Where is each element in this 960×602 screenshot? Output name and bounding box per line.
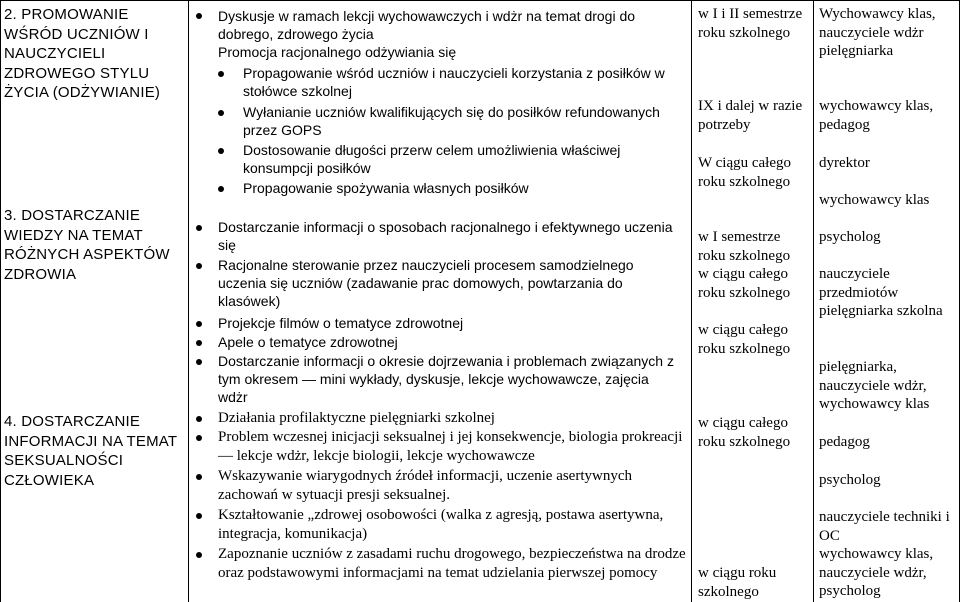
section-heading: 2. PROMOWANIE WŚRÓD UCZNIÓW I NAUCZYCIELI ZDROWEGO STYLU ŻYCIA (ODŻYWIANIE): [4, 6, 161, 101]
term-text: w I semestrze roku szkolnego: [698, 229, 791, 264]
table-border-left: [0, 0, 1, 602]
term-text: w ciągu całego roku szkolnego: [698, 322, 791, 357]
term-text: w ciągu całego roku szkolnego: [698, 266, 791, 301]
task-text: Dostosowanie długości przerw celem umożliwienia właściwej konsumpcji posiłków: [243, 142, 621, 176]
responsible-text: wychowawcy klas: [819, 192, 930, 208]
term-text: IX i dalej w razie potrzeby: [698, 98, 803, 133]
bullet-icon: [196, 321, 202, 327]
task-text: Projekcje filmów o tematyce zdrowotnej: [218, 315, 464, 331]
bullet-icon: [196, 340, 202, 346]
bullet-icon: [196, 13, 202, 19]
responsible-text: nauczyciele techniki i OC: [819, 509, 950, 544]
bullet-icon: [218, 110, 224, 116]
task-text: Wyłanianie uczniów kwalifikujących się do posiłków refundowanych przez GOPS: [243, 104, 660, 138]
responsible-text: wychowawcy klas, pedagog: [819, 98, 934, 133]
task-text: Propagowanie spożywania własnych posiłków: [243, 180, 529, 196]
bullet-icon: [218, 148, 224, 154]
column-divider: [813, 0, 814, 602]
task-text: Dostarczanie informacji o sposobach racjonalnego i efektywnego uczenia się: [218, 219, 673, 253]
task-text: Propagowanie wśród uczniów i nauczycieli korzystania z posiłków w stołówce szkolnej: [243, 65, 665, 99]
task-text: Problem wczesnej inicjacji seksualnej i jej konsekwencje, biologia prokreacji — lekcje wdżr, lekcje biologii, lekcje wychowawcze: [218, 429, 683, 464]
column-divider: [691, 0, 692, 602]
task-text: Racjonalne sterowanie przez nauczycieli procesem samodzielnego uczenia się uczniów (zadawanie prac domowych, powtarzania do klasówek): [218, 257, 634, 309]
bullet-icon: [196, 435, 202, 441]
bullet-icon: [218, 186, 224, 192]
term-text: w I i II semestrze roku szkolnego: [698, 6, 803, 41]
bullet-icon: [218, 71, 224, 77]
responsible-text: pedagog: [819, 434, 870, 450]
bullet-icon: [196, 225, 202, 231]
bullet-icon: [196, 552, 202, 558]
term-text: W ciągu całego roku szkolnego: [698, 155, 792, 190]
column-divider: [188, 0, 189, 602]
responsible-text: psycholog: [819, 229, 881, 245]
task-text: Kształtowanie „zdrowej osobowości (walka z agresją, postawa asertywna, integracja, komunikacja): [218, 507, 664, 542]
task-text: Wskazywanie wiarygodnych źródeł informacji, uczenie asertywnych zachowań w sytuacji presji seksualnej.: [218, 468, 632, 503]
responsible-text: psycholog: [819, 472, 881, 488]
bullet-icon: [196, 263, 202, 269]
bullet-icon: [196, 359, 202, 365]
bullet-icon: [196, 513, 202, 519]
responsible-text: nauczyciele przedmiotów pielęgniarka szkolna: [819, 266, 943, 319]
task-text: Dyskusje w ramach lekcji wychowawczych i wdżr na temat drogi do dobrego, zdrowego życia: [218, 8, 636, 42]
task-text: Promocja racjonalnego odżywiania się: [218, 44, 457, 60]
bullet-icon: [196, 474, 202, 480]
responsible-text: wychowawcy klas, nauczyciele wdżr, psycholog: [819, 546, 934, 599]
term-text: w ciągu roku szkolnego: [698, 565, 777, 600]
responsible-text: dyrektor: [819, 155, 870, 171]
bullet-icon: [196, 416, 202, 422]
section-heading: 3. DOSTARCZANIE WIEDZY NA TEMAT RÓŻNYCH ASPEKTÓW ZDROWIA: [4, 207, 170, 283]
table-border-top: [0, 0, 960, 1]
term-text: w ciągu całego roku szkolnego: [698, 415, 791, 450]
task-text: Działania profilaktyczne pielęgniarki szkolnej: [218, 410, 495, 426]
responsible-text: pielęgniarka, nauczyciele wdżr, wychowawcy klas: [819, 359, 930, 412]
responsible-text: Wychowawcy klas, nauczyciele wdżr pielęgniarka: [819, 6, 936, 59]
task-text: Dostarczanie informacji o okresie dojrzewania i problemach związanych z tym okresem — mini wykłady, dyskusje, lekcje wychowawcze, zajęcia wdżr: [218, 353, 674, 405]
section-heading: 4. DOSTARCZANIE INFORMACJI NA TEMAT SEKSUALNOŚCI CZŁOWIEKA: [4, 413, 177, 489]
task-text: Apele o tematyce zdrowotnej: [218, 334, 398, 350]
task-text: Zapoznanie uczniów z zasadami ruchu drogowego, bezpieczeństwa na drodze oraz podstawowymi informacjami na temat udzielania pierwszej pomocy: [218, 546, 686, 581]
